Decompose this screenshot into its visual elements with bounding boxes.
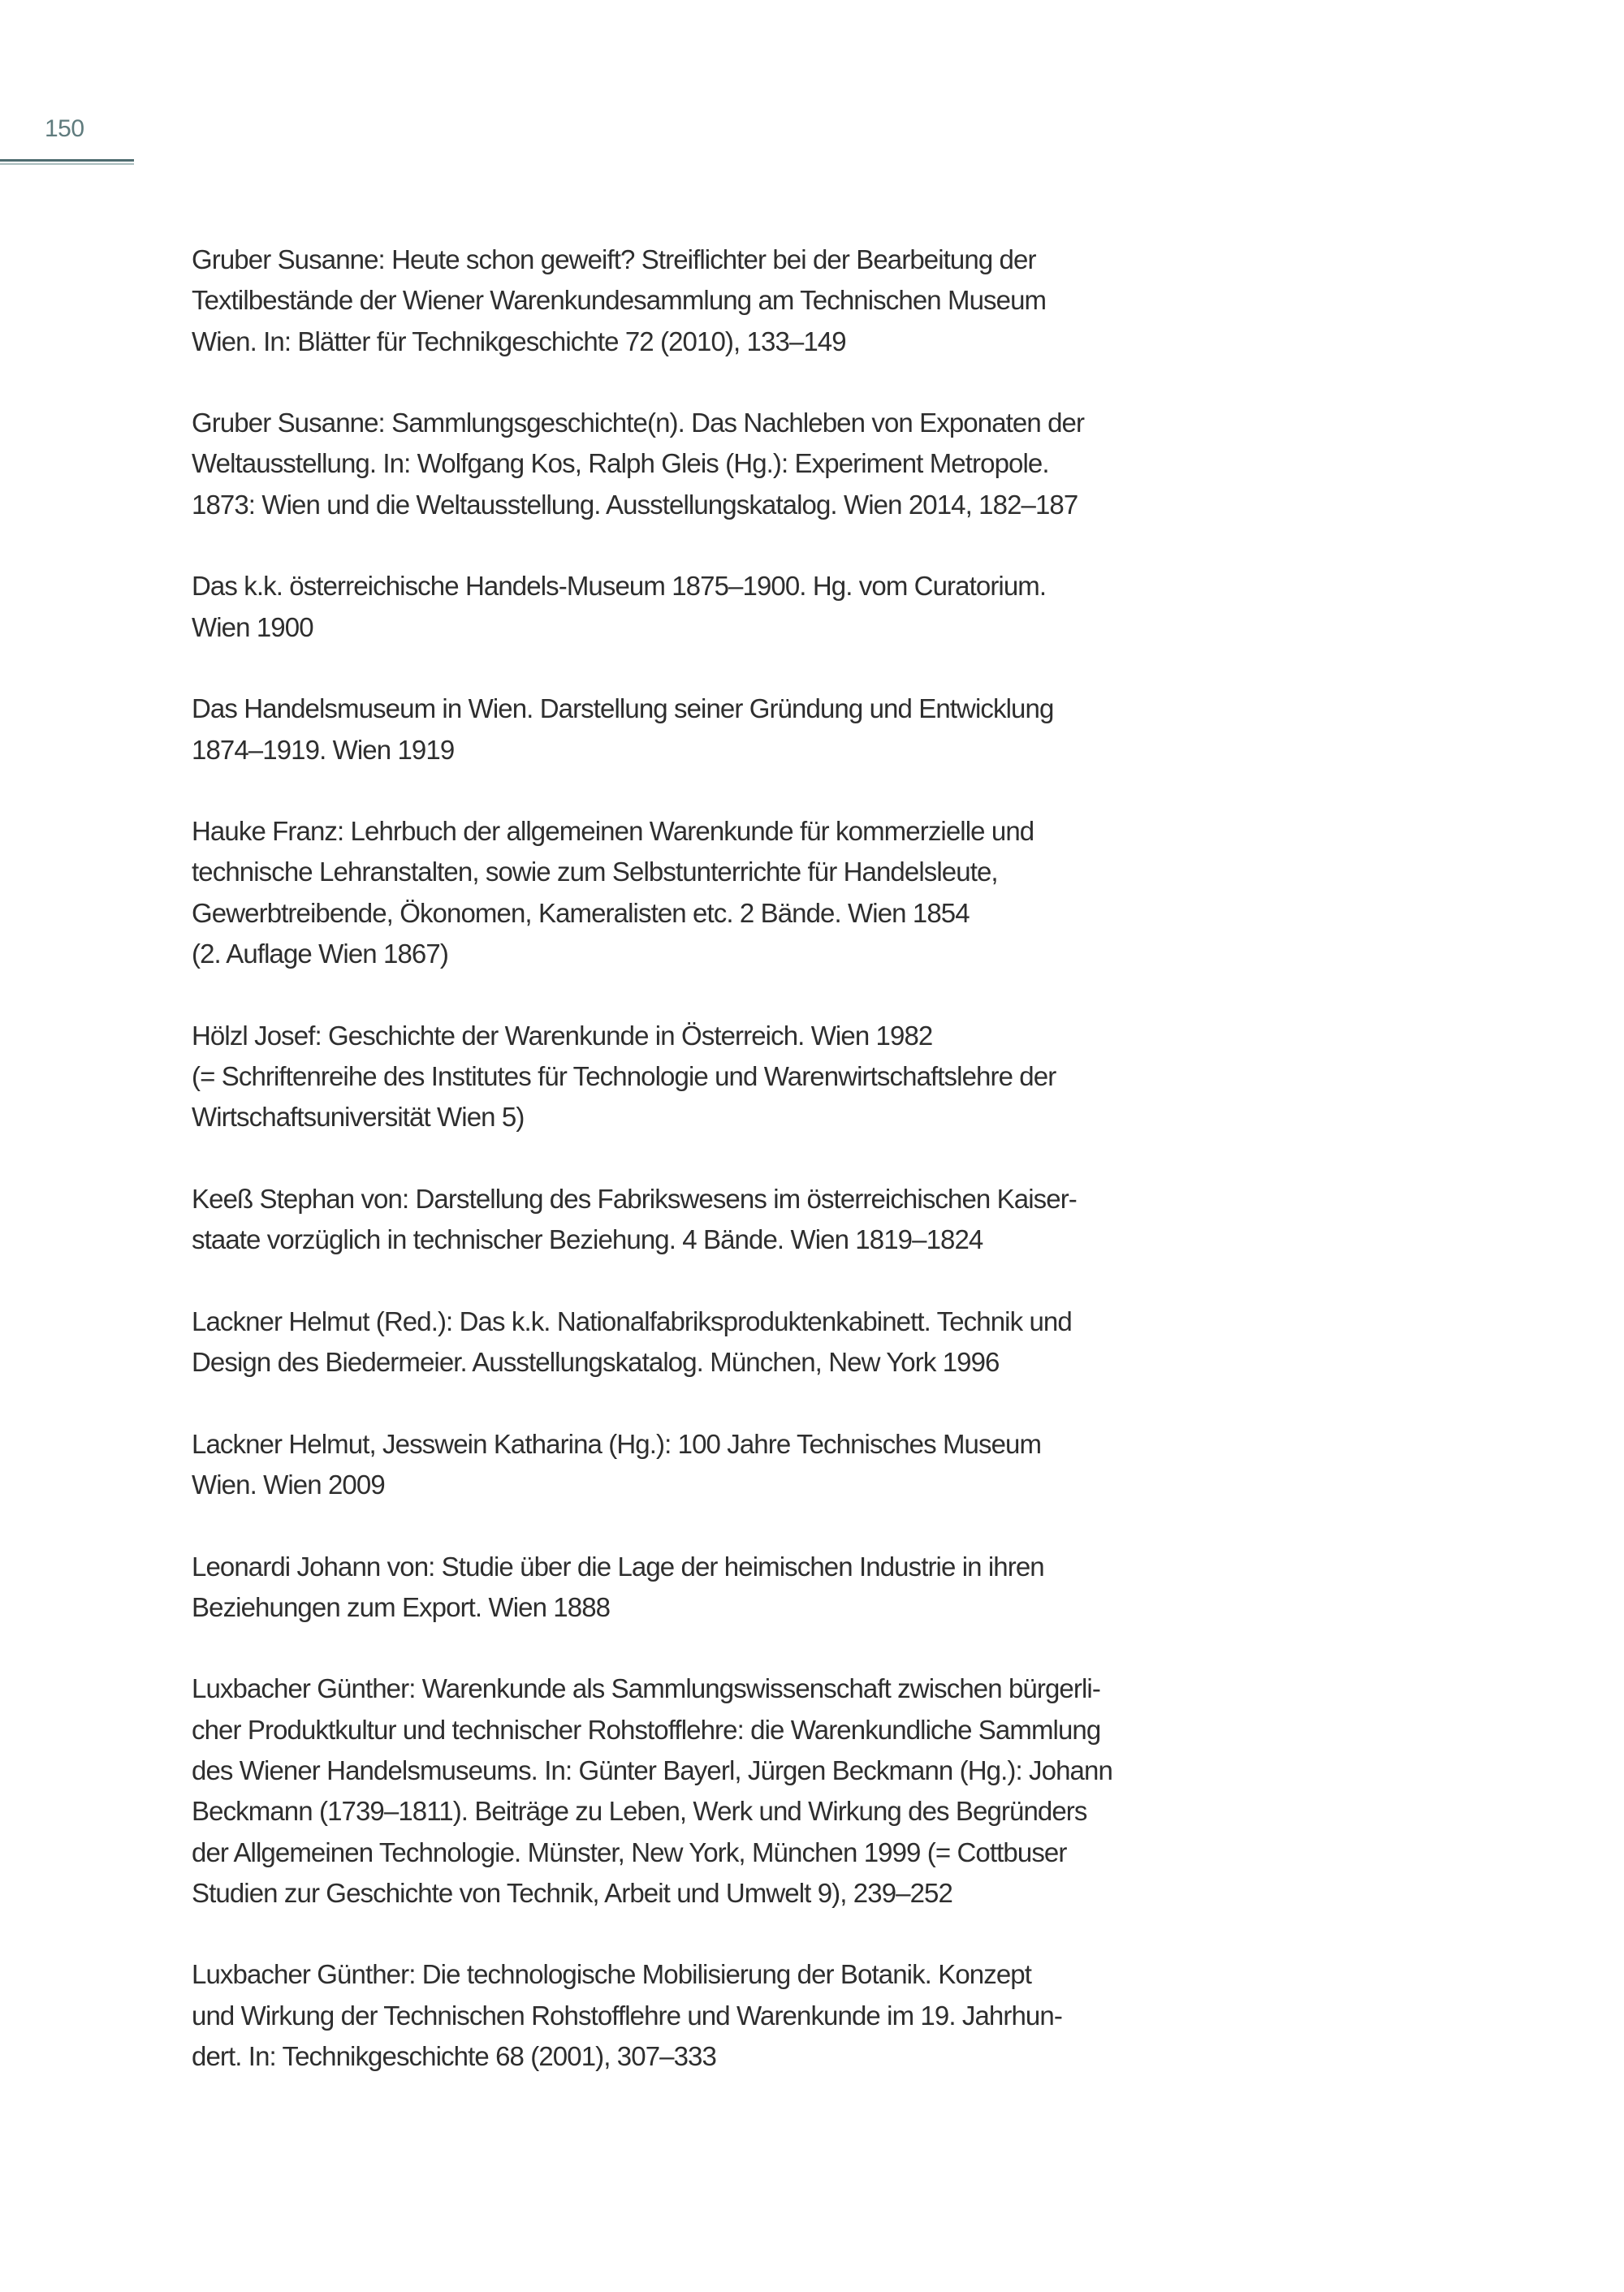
entry-line: Beziehungen zum Export. Wien 1888: [192, 1591, 611, 1622]
entry-line: (= Schriftenreihe des Institutes für Technologie und Warenwirtschaftslehre der: [192, 1060, 1056, 1091]
entry-line: Gruber Susanne: Heute schon geweift? Streiflichter bei der Bearbeitung der: [192, 244, 1036, 274]
bibliography-entry: [192, 566, 1328, 648]
entry-line: Wien. Wien 2009: [192, 1469, 385, 1500]
entry-line: Gewerbtreibende, Ökonomen, Kameralisten etc. 2 Bände. Wien 1854: [192, 897, 970, 928]
entry-line: Hauke Franz: Lehrbuch der allgemeinen Warenkunde für kommerzielle und: [192, 816, 1034, 847]
header-rule: [0, 159, 134, 162]
entry-line: Lackner Helmut (Red.): Das k.k. Nationalfabriksproduktenkabinett. Technik und: [192, 1306, 1072, 1336]
entry-line: Das k.k. österreichische Handels-Museum 1875–1900. Hg. vom Curatorium.: [192, 571, 1047, 602]
entry-line: Gruber Susanne: Sammlungsgeschichte(n). Das Nachleben von Exponaten der: [192, 408, 1085, 438]
entry-line: Beckmann (1739–1811). Beiträge zu Leben, Werk und Wirkung des Begründers: [192, 1796, 1087, 1827]
bibliography-entry: [192, 1668, 1328, 1914]
page-number: 150: [45, 115, 84, 142]
entry-line: Lackner Helmut, Jesswein Katharina (Hg.): 100 Jahre Technisches Museum: [192, 1428, 1042, 1459]
entry-line: Keeß Stephan von: Darstellung des Fabrikswesens im österreichischen Kaiser-: [192, 1183, 1077, 1214]
entry-line: technische Lehranstalten, sowie zum Selbstunterrichte für Handelsleute,: [192, 857, 998, 887]
entry-line: des Wiener Handelsmuseums. In: Günter Bayerl, Jürgen Beckmann (Hg.): Johann: [192, 1755, 1112, 1785]
entry-line: (2. Auflage Wien 1867): [192, 939, 448, 969]
entry-line: der Allgemeinen Technologie. Münster, New York, München 1999 (= Cottbuser: [192, 1837, 1067, 1867]
entry-line: Design des Biedermeier. Ausstellungskatalog. München, New York 1996: [192, 1347, 1000, 1378]
entry-line: Wien. In: Blätter für Technikgeschichte 72 (2010), 133–149: [192, 326, 846, 356]
bibliography-entry: [192, 1179, 1328, 1261]
entry-line: Das Handelsmuseum in Wien. Darstellung seiner Gründung und Entwicklung: [192, 693, 1054, 724]
bibliography-entry: [192, 240, 1328, 362]
entry-line: Wirtschaftsuniversität Wien 5): [192, 1102, 525, 1133]
entry-line: Weltausstellung. In: Wolfgang Kos, Ralph Gleis (Hg.): Experiment Metropole.: [192, 448, 1049, 479]
bibliography-list: [192, 240, 1328, 2118]
entry-line: Hölzl Josef: Geschichte der Warenkunde in Österreich. Wien 1982: [192, 1020, 933, 1051]
entry-line: Wien 1900: [192, 611, 313, 642]
entry-line: cher Produktkultur und technischer Rohstofflehre: die Warenkundliche Sammlung: [192, 1714, 1101, 1745]
entry-line: 1873: Wien und die Weltausstellung. Ausstellungskatalog. Wien 2014, 182–187: [192, 489, 1078, 520]
bibliography-entry: [192, 811, 1328, 974]
bibliography-entry: [192, 1954, 1328, 2077]
bibliography-entry: [192, 1301, 1328, 1383]
entry-line: Leonardi Johann von: Studie über die Lage der heimischen Industrie in ihren: [192, 1551, 1044, 1582]
entry-line: Textilbestände der Wiener Warenkundesammlung am Technischen Museum: [192, 285, 1047, 316]
entry-line: Luxbacher Günther: Warenkunde als Sammlungswissenschaft zwischen bürgerli-: [192, 1673, 1100, 1704]
bibliography-entry: [192, 403, 1328, 525]
bibliography-entry: [192, 1016, 1328, 1138]
entry-line: staate vorzüglich in technischer Beziehung. 4 Bände. Wien 1819–1824: [192, 1224, 983, 1255]
bibliography-entry: [192, 1547, 1328, 1629]
entry-line: Studien zur Geschichte von Technik, Arbeit und Umwelt 9), 239–252: [192, 1877, 952, 1908]
bibliography-entry: [192, 1424, 1328, 1506]
bibliography-entry: [192, 688, 1328, 770]
entry-line: dert. In: Technikgeschichte 68 (2001), 307–333: [192, 2041, 716, 2072]
entry-line: Luxbacher Günther: Die technologische Mobilisierung der Botanik. Konzept: [192, 1959, 1032, 1990]
header-rule-secondary: [0, 163, 134, 165]
entry-line: 1874–1919. Wien 1919: [192, 734, 455, 765]
entry-line: und Wirkung der Technischen Rohstofflehre und Warenkunde im 19. Jahrhun-: [192, 2000, 1062, 2031]
